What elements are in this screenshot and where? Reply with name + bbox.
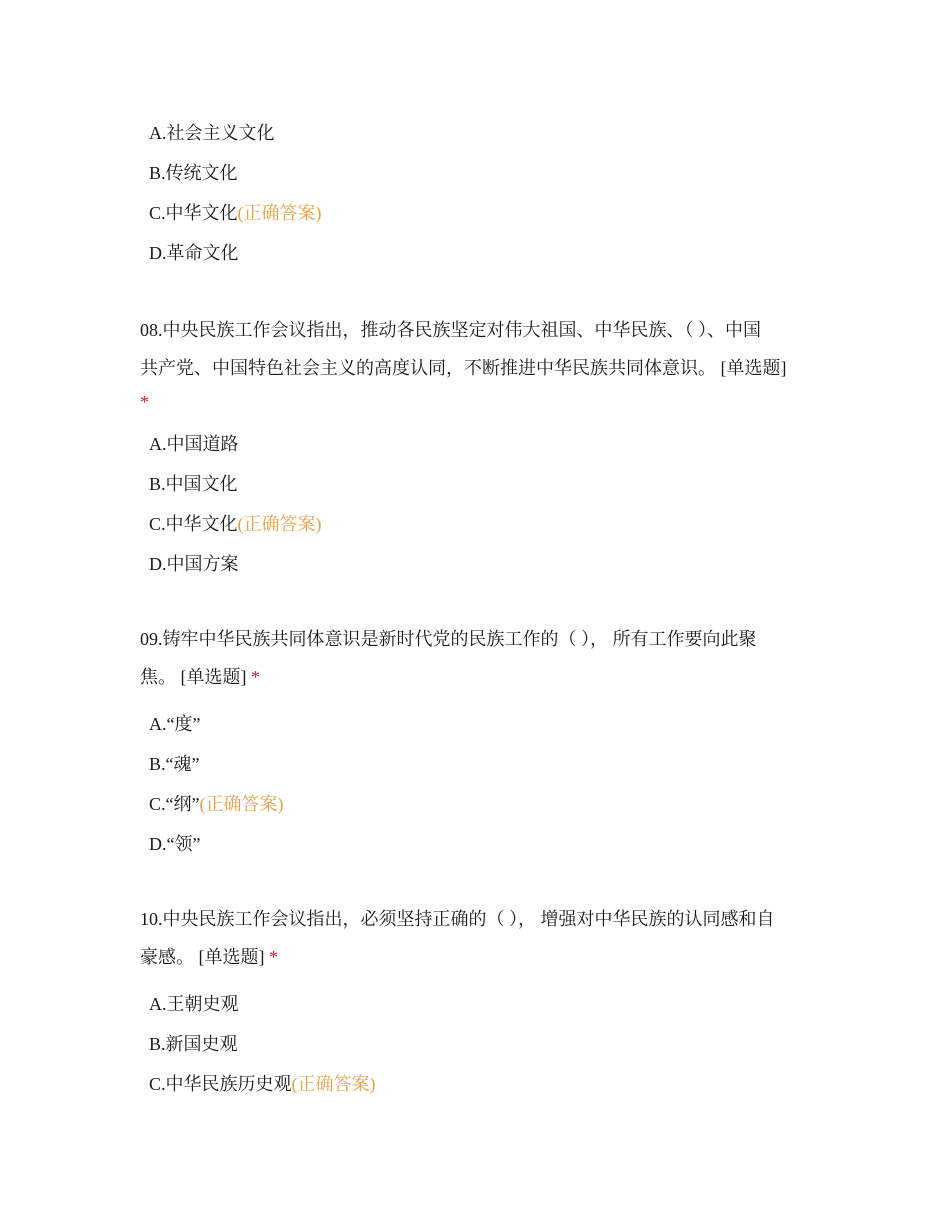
option-label: A.“度” (149, 714, 201, 734)
option-label: B.中国文化 (149, 474, 238, 494)
option-label: D.革命文化 (149, 243, 239, 263)
option-label: B.新国史观 (149, 1034, 238, 1054)
q07-option-a (149, 120, 275, 146)
q08-option-a (149, 431, 239, 457)
option-label: A.社会主义文化 (149, 123, 275, 143)
option-label: C.中华文化 (149, 514, 238, 534)
option-label: C.中华民族历史观 (149, 1074, 292, 1094)
q09-option-a (149, 711, 200, 737)
option-label: D.“领” (149, 834, 201, 854)
correct-answer-mark: (正确答案) (237, 203, 322, 223)
option-label: B.传统文化 (149, 163, 238, 183)
q10-option-b (149, 1031, 238, 1057)
option-label: C.中华文化 (149, 203, 238, 223)
q10-question-text: 豪感。 [单选题] (140, 947, 265, 967)
option-label: A.王朝史观 (149, 994, 239, 1014)
option-label: C.“纲” (149, 794, 200, 814)
option-label: D.中国方案 (149, 554, 239, 574)
q08-question-line-2: 共产党、中国特色社会主义的高度认同，不断推进中华民族共同体意识。 [单选题] (140, 358, 787, 378)
q07-option-b (149, 160, 238, 186)
q10-option-a (149, 991, 239, 1017)
correct-answer-mark: (正确答案) (199, 794, 284, 814)
q10-question-line-2 (140, 943, 278, 971)
option-label: B.“魂” (149, 754, 200, 774)
q07-option-d (149, 240, 239, 266)
q08-option-d (149, 551, 239, 577)
correct-answer-mark: (正确答案) (237, 514, 322, 534)
q08-required-mark: * (140, 392, 149, 412)
q09-option-c (149, 791, 283, 817)
correct-answer-mark: (正确答案) (291, 1074, 376, 1094)
q10-required-mark: * (269, 947, 278, 967)
q10-option-c (149, 1071, 376, 1097)
q09-question-text: 焦。 [单选题] (140, 667, 247, 687)
q08-option-c (149, 511, 322, 537)
q08-option-b (149, 471, 238, 497)
q09-question-line-2 (140, 663, 260, 691)
q07-option-c (149, 200, 322, 226)
q09-option-b (149, 751, 199, 777)
q09-option-d (149, 831, 200, 857)
q09-question-line-1: 09.铸牢中华民族共同体意识是新时代党的民族工作的（ ）， 所有工作要向此聚 (140, 629, 757, 649)
q08-question-line-1: 08.中央民族工作会议指出，推动各民族坚定对伟大祖国、中华民族、（ ）、中国 (140, 320, 761, 340)
q09-required-mark: * (251, 667, 260, 687)
q10-question-line-1: 10.中央民族工作会议指出，必须坚持正确的（ ）， 增强对中华民族的认同感和自 (140, 909, 775, 929)
option-label: A.中国道路 (149, 434, 239, 454)
